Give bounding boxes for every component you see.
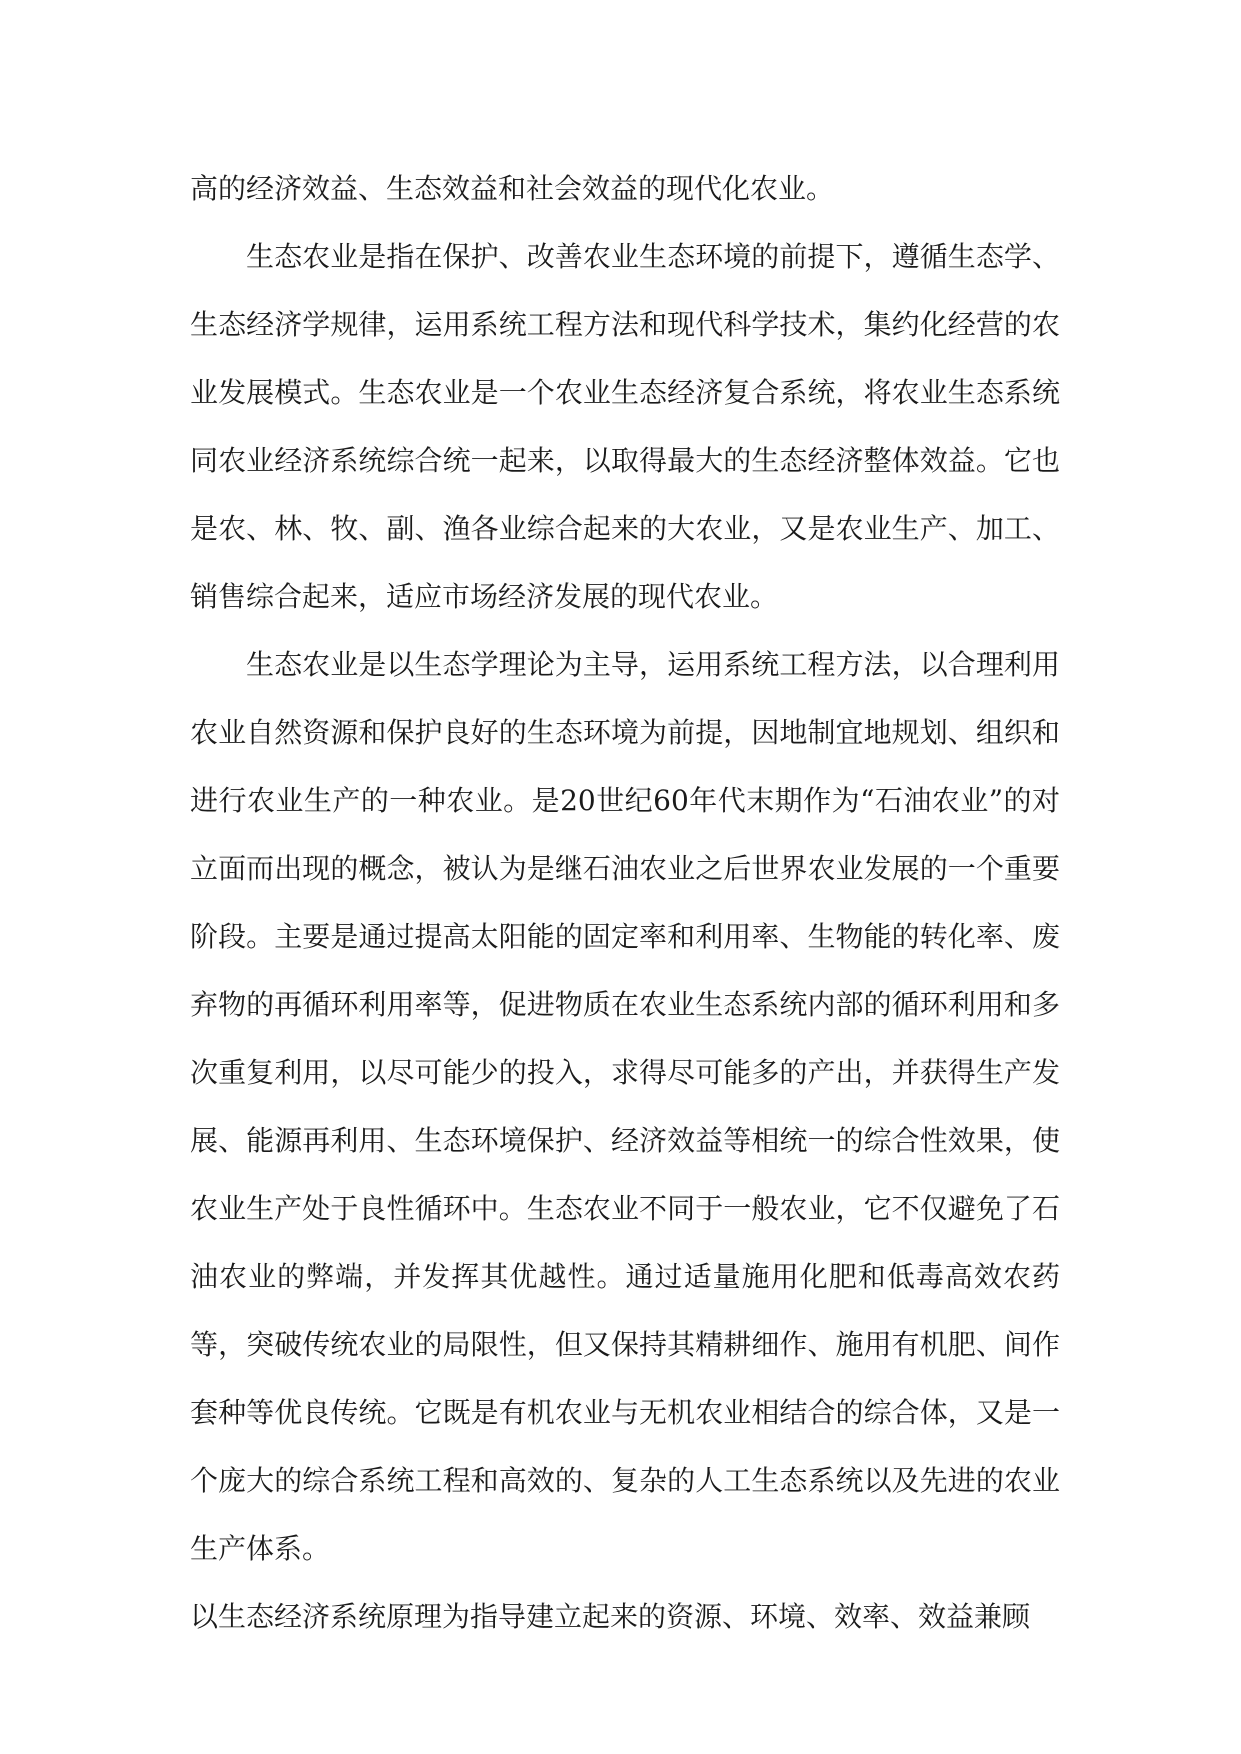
paragraph-eco-economic-system: 以生态经济系统原理为指导建立起来的资源、环境、效率、效益兼顾 bbox=[190, 1600, 1031, 1633]
paragraph-eco-agriculture-definition: 生态农业是指在保护、改善农业生态环境的前提下，遵循生态学、生态经济学规律，运用系统工程方法和现代科学技术，集约化经营的农业发展模式。生态农业是一个农业生态经济复合系统，将农业生态系统同农业经济系统综合统一起来，以取得最大的生态经济整体效益。它也是农、林、牧、副、渔各业综合起来的大农业，又是农业生产、加工、销售综合起来，适应市场经济发展的现代农业。 bbox=[190, 240, 1060, 613]
paragraph-continuation: 高的经济效益、生态效益和社会效益的现代化农业。 bbox=[190, 172, 835, 205]
document-body bbox=[190, 155, 1060, 1651]
paragraph-eco-agriculture-theory: 生态农业是以生态学理论为主导，运用系统工程方法，以合理利用农业自然资源和保护良好的生态环境为前提，因地制宜地规划、组织和进行农业生产的一种农业。是20世纪60年代末期作为“石油农业”的对立面而出现的概念，被认为是继石油农业之后世界农业发展的一个重要阶段。主要是通过提高太阳能的固定率和利用率、生物能的转化率、废弃物的再循环利用率等，促进物质在农业生态系统内部的循环利用和多次重复利用，以尽可能少的投入，求得尽可能多的产出，并获得生产发展、能源再利用、生态环境保护、经济效益等相统一的综合性效果，使农业生产处于良性循环中。生态农业不同于一般农业，它不仅避免了石油农业的弊端，并发挥其优越性。通过适量施用化肥和低毒高效农药等，突破传统农业的局限性，但又保持其精耕细作、施用有机肥、间作套种等优良传统。它既是有机农业与无机农业相结合的综合体，又是一个庞大的综合系统工程和高效的、复杂的人工生态系统以及先进的农业生产体系。 bbox=[190, 648, 1060, 1565]
